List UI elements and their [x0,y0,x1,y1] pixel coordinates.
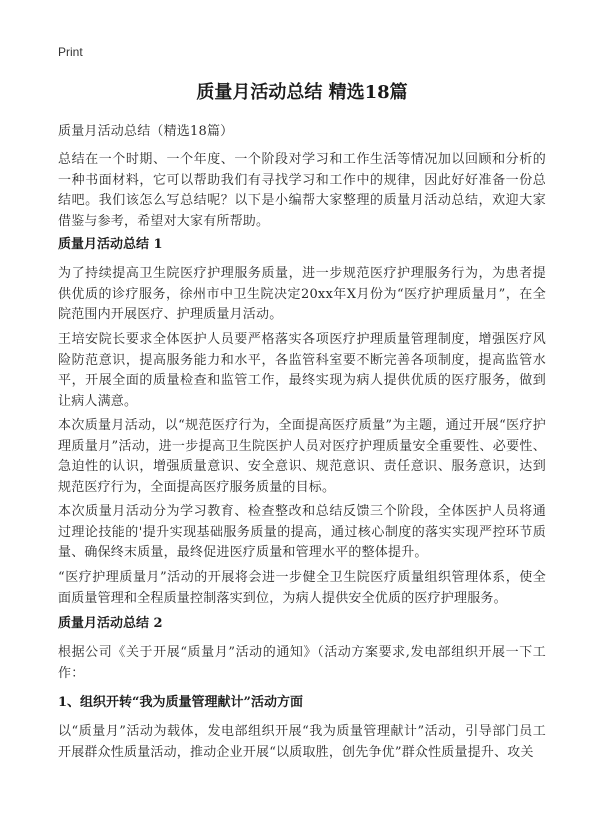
section-1-paragraph-5: “医疗护理质量月”活动的开展将会进一步健全卫生院医疗质量组织管理体系，使全面质量管理和全程质量控制落实到位，为病人提供安全优质的医疗护理服务。 [58,570,546,606]
section-1-paragraph-4: 本次质量月活动分为学习教育、检查整改和总结反馈三个阶段，全体医护人员将通过理论技能的'提升实现基础服务质量的提高，通过核心制度的落实实现严控环节质量、确保终末质量，最终促进医疗质量和管理水平的整体提升。 [58,504,546,560]
print-link[interactable]: Print [58,45,83,59]
section-1-paragraph-2: 王培安院长要求全体医护人员要严格落实各项医疗护理质量管理制度，增强医疗风险防范意识，提高服务能力和水平，各监管科室要不断完善各项制度，提高监管水平，开展全面的质量检查和监管工作，最终实现为病人提供优质的医疗服务，做到让病人满意。 [58,332,546,409]
section-2-sub-paragraph-1: 以“质量月”活动为载体，发电部组织开展“我为质量管理献计”活动，引导部门员工开展群众性质量活动，推动企业开展“以质取胜，创先争优”群众性质量提升、攻关 [58,724,546,760]
section-1-paragraph-3: 本次质量月活动，以“规范医疗行为，全面提高医疗质量”为主题，通过开展“医疗护理质量月”活动，进一步提高卫生院医护人员对医疗护理质量安全重要性、必要性、急迫性的认识，增强质量意识、安全意识、规范意识、责任意识、服务意识，达到规范医疗行为，全面提高医疗服务质量的目标。 [58,418,546,495]
section-2-paragraph-1: 根据公司《关于开展“质量月”活动的通知》（活动方案要求,发电部组织开展一下工作： [58,645,546,681]
page-title: 质量月活动总结 精选18篇 [196,82,408,103]
document-subtitle: 质量月活动总结（精选18篇） [58,124,234,139]
section-2-heading: 质量月活动总结 2 [58,616,163,631]
section-1-heading: 质量月活动总结 1 [58,237,163,252]
section-1-paragraph-1: 为了持续提高卫生院医疗护理服务质量，进一步规范医疗护理服务行为，为患者提供优质的诊疗服务，徐州市中卫生院决定20xx年X月份为“医疗护理质量月”，在全院范围内开展医疗、护理质量月活动。 [58,266,546,322]
intro-paragraph: 总结在一个时期、一个年度、一个阶段对学习和工作生活等情况加以回顾和分析的一种书面材料，它可以帮助我们有寻找学习和工作中的规律，因此好好准备一份总结吧。我们该怎么写总结呢？以下是小编帮大家整理的质量月活动总结，欢迎大家借鉴与参考，希望对大家有所帮助。 [58,152,546,229]
section-2-subheading: 1、组织开转“我为质量管理献计”活动方面 [58,695,304,710]
